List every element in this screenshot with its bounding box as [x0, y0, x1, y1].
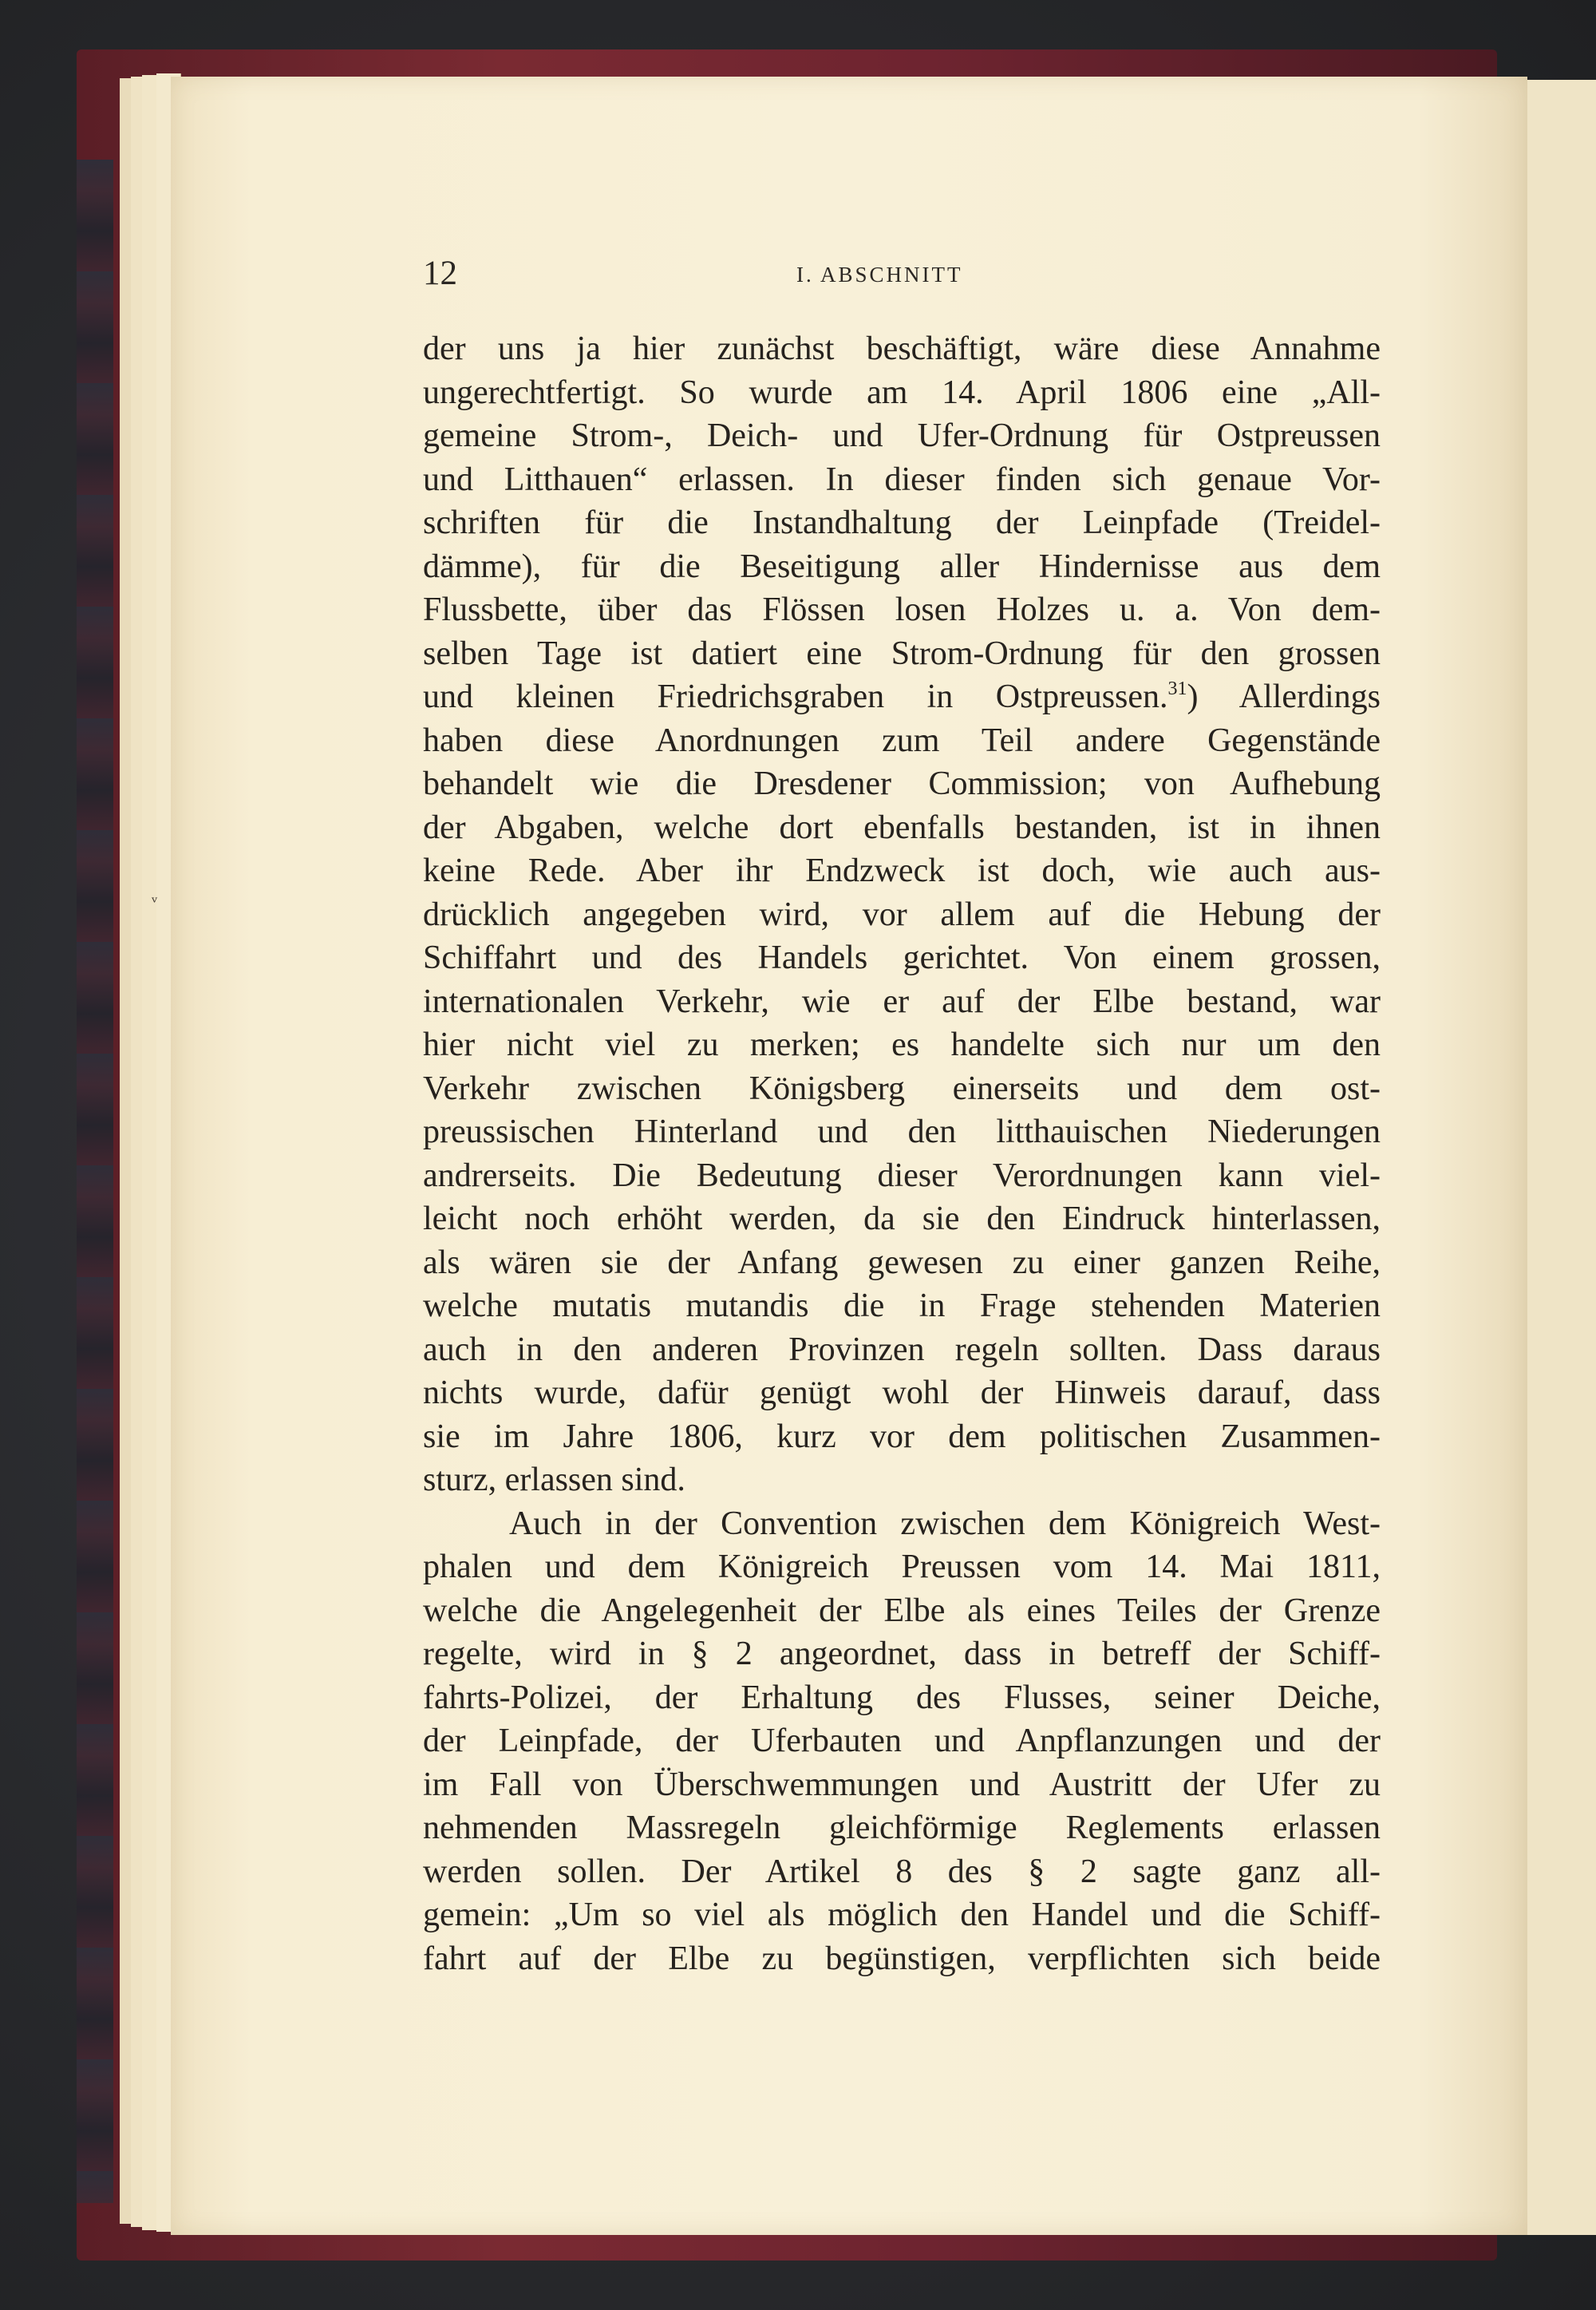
- text-line: gemein: „Um so viel als möglich den Handel und die Schiff-: [423, 1897, 1381, 1933]
- page-number: 12: [423, 255, 457, 292]
- text-line: hier nicht viel zu merken; es handelte sich nur um den: [423, 1026, 1381, 1063]
- text-line: Verkehr zwischen Königsberg einerseits und dem ost-: [423, 1070, 1381, 1107]
- text-line: werden sollen. Der Artikel 8 des § 2 sagte ganz all-: [423, 1853, 1381, 1890]
- body-text: [423, 327, 1381, 1980]
- section-title: I. ABSCHNITT: [796, 263, 963, 287]
- text-line: im Fall von Überschwemmungen und Austritt der Ufer zu: [423, 1766, 1381, 1803]
- text-line: gemeine Strom-, Deich- und Ufer-Ordnung für Ostpreussen: [423, 417, 1381, 454]
- book-cover-marbled-edge: [77, 160, 113, 2203]
- next-page-edge: [1516, 80, 1596, 2235]
- text-line: behandelt wie die Dresdener Commission; von Aufhebung: [423, 765, 1381, 802]
- text-line: phalen und dem Königreich Preussen vom 14. Mai 1811,: [423, 1549, 1381, 1585]
- text-line: und Litthauen“ erlassen. In dieser finden sich genaue Vor-: [423, 461, 1381, 498]
- text-line: dämme), für die Beseitigung aller Hindernisse aus dem: [423, 548, 1381, 585]
- text-line: nichts wurde, dafür genügt wohl der Hinweis darauf, dass: [423, 1375, 1381, 1411]
- text-line: haben diese Anordnungen zum Teil andere Gegenstände: [423, 722, 1381, 759]
- text-line: der uns ja hier zunächst beschäftigt, wäre diese Annahme: [423, 330, 1381, 367]
- text-line: welche mutatis mutandis die in Frage stehenden Materien: [423, 1288, 1381, 1324]
- text-line: drücklich angegeben wird, vor allem auf die Hebung der: [423, 896, 1381, 933]
- text-line: Schiffahrt und des Handels gerichtet. Von einem grossen,: [423, 939, 1381, 976]
- text-line: fahrt auf der Elbe zu begünstigen, verpflichten sich beide: [423, 1940, 1381, 1977]
- margin-mark: ᵛ: [152, 892, 158, 912]
- text-line: regelte, wird in § 2 angeordnet, dass in betreff der Schiff-: [423, 1636, 1381, 1672]
- text-line: andrerseits. Die Bedeutung dieser Verordnungen kann viel-: [423, 1157, 1381, 1194]
- text-fragment: und kleinen Friedrichsgraben in Ostpreussen.: [423, 678, 1168, 715]
- text-line: preussischen Hinterland und den litthauischen Niederungen: [423, 1113, 1381, 1150]
- text-line: sie im Jahre 1806, kurz vor dem politischen Zusammen-: [423, 1418, 1381, 1455]
- text-line: als wären sie der Anfang gewesen zu einer ganzen Reihe,: [423, 1244, 1381, 1281]
- text-line: schriften für die Instandhaltung der Leinpfade (Treidel-: [423, 504, 1381, 541]
- text-line: nehmenden Massregeln gleichförmige Reglements erlassen: [423, 1810, 1381, 1846]
- text-line: welche die Angelegenheit der Elbe als eines Teiles der Grenze: [423, 1592, 1381, 1629]
- text-line: ungerechtfertigt. So wurde am 14. April 1806 eine „All-: [423, 374, 1381, 411]
- text-line: sturz, erlassen sind.: [423, 1462, 685, 1498]
- text-line: auch in den anderen Provinzen regeln sollten. Dass daraus: [423, 1331, 1381, 1368]
- text-line: internationalen Verkehr, wie er auf der Elbe bestand, war: [423, 983, 1381, 1020]
- text-line: selben Tage ist datiert eine Strom-Ordnung für den grossen: [423, 635, 1381, 672]
- text-line: keine Rede. Aber ihr Endzweck ist doch, wie auch aus-: [423, 852, 1381, 889]
- text-fragment: ) Allerdings: [1187, 678, 1381, 715]
- text-line-with-footnote: [423, 675, 1381, 719]
- text-line: fahrts-Polizei, der Erhaltung des Flusses, seiner Deiche,: [423, 1679, 1381, 1716]
- text-line: der Abgaben, welche dort ebenfalls bestanden, ist in ihnen: [423, 809, 1381, 846]
- running-head: [423, 254, 1381, 294]
- text-line: Flussbette, über das Flössen losen Holzes u. a. Von dem-: [423, 591, 1381, 628]
- text-line: leicht noch erhöht werden, da sie den Eindruck hinterlassen,: [423, 1200, 1381, 1237]
- text-line: der Leinpfade, der Uferbauten und Anpflanzungen und der: [423, 1723, 1381, 1759]
- text-line: Auch in der Convention zwischen dem Königreich West-: [509, 1505, 1381, 1542]
- footnote-reference[interactable]: 31: [1167, 678, 1187, 699]
